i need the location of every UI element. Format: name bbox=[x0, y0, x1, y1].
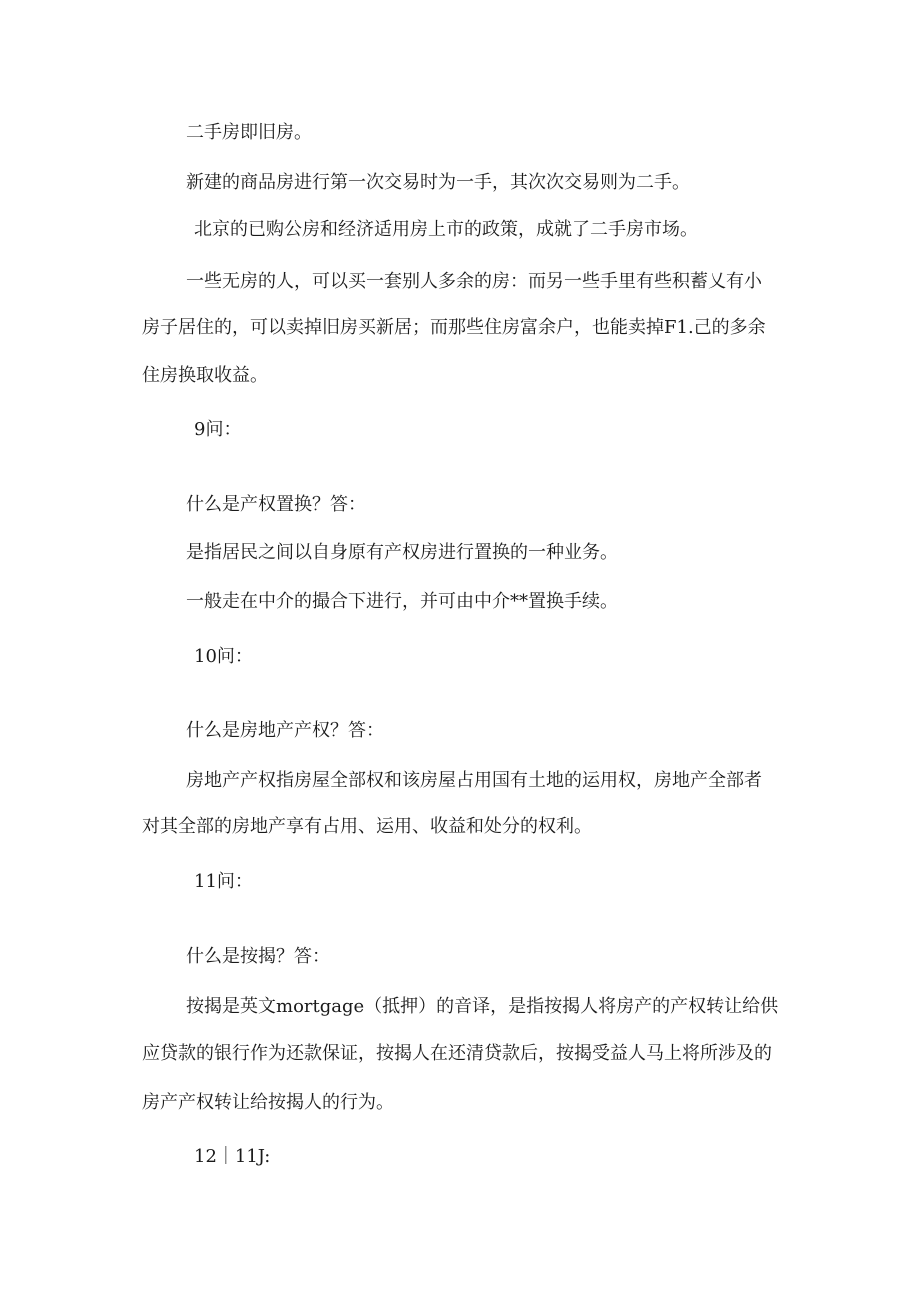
paragraph-line: 什么是房地产产权？答： bbox=[186, 720, 384, 741]
question-heading: 11问： bbox=[194, 871, 253, 892]
paragraph-line: 住房换取收益。 bbox=[142, 365, 268, 386]
paragraph-line: 一般走在中介的撮合下进行，并可由中介**置换手续。 bbox=[186, 591, 618, 612]
paragraph-line: 房子居住的，可以卖掉旧房买新居；而那些住房富余户，也能卖掉F1.己的多余 bbox=[142, 317, 766, 338]
paragraph-line: 新建的商品房进行第一次交易时为一手，其次次交易则为二手。 bbox=[186, 172, 690, 193]
paragraph-line: 北京的已购公房和经济适用房上市的政策，成就了二手房市场。 bbox=[194, 219, 698, 240]
paragraph-line: 对其全部的房地产享有占用、运用、收益和处分的权利。 bbox=[142, 816, 592, 837]
question-heading: 12｜11J: bbox=[194, 1146, 271, 1167]
paragraph-line: 什么是按揭？答： bbox=[186, 946, 330, 967]
paragraph-line: 什么是产权置换？答： bbox=[186, 494, 366, 515]
question-heading: 9问： bbox=[194, 419, 242, 440]
paragraph-line: 应贷款的银行作为还款保证，按揭人在还清贷款后，按揭受益人马上将所涉及的 bbox=[142, 1043, 772, 1064]
paragraph-line: 是指居民之间以自身原有产权房进行置换的一种业务。 bbox=[186, 542, 618, 563]
paragraph-line: 按揭是英文mortgage（抵押）的音译，是指按揭人将房产的产权转让给供 bbox=[186, 996, 779, 1017]
paragraph-line: 房地产产权指房屋全部权和该房屋占用国有土地的运用权，房地产全部者 bbox=[186, 770, 762, 791]
paragraph-line: 房产产权转让给按揭人的行为。 bbox=[142, 1092, 394, 1113]
question-heading: 10问： bbox=[194, 646, 253, 667]
paragraph-line: 一些无房的人，可以买一套别人多余的房：而另一些手里有些积蓄乂有小 bbox=[186, 271, 762, 292]
paragraph-line: 二手房即旧房。 bbox=[186, 122, 312, 143]
